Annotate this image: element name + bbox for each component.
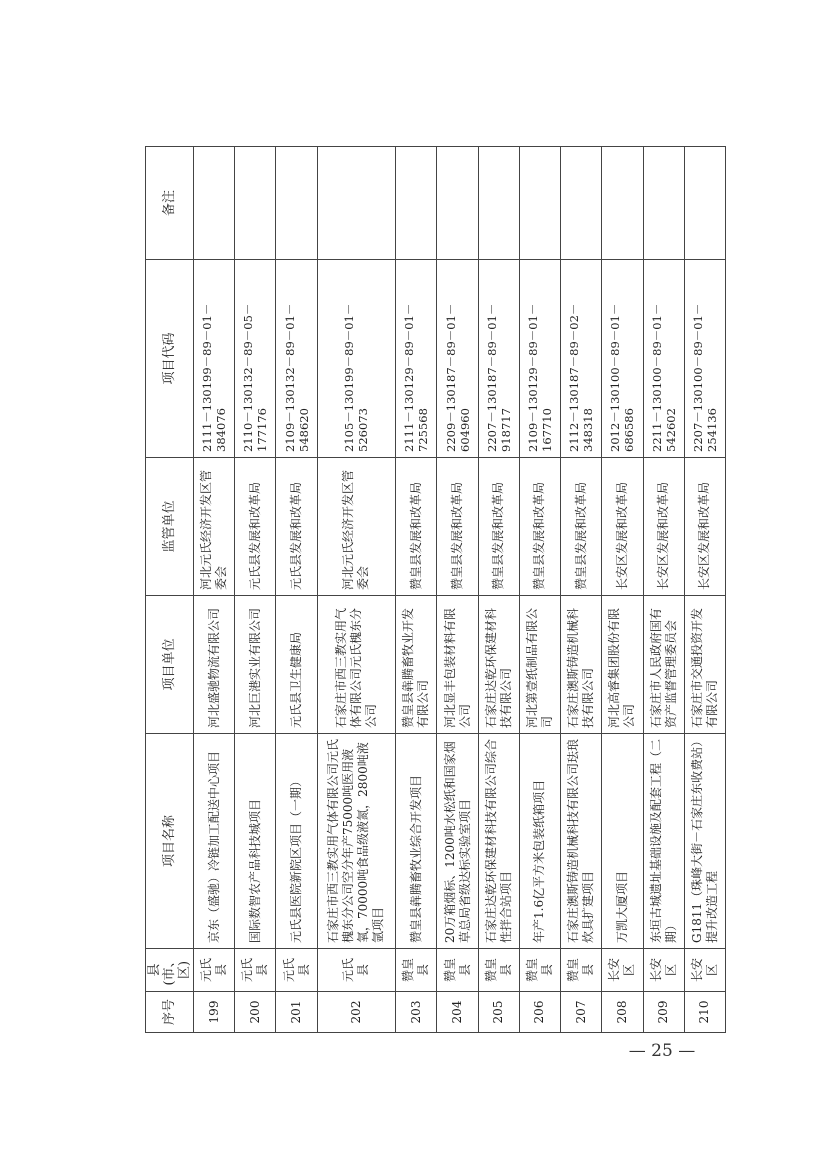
cell-supervisor: 元氏县发展和改革局 bbox=[235, 458, 276, 596]
cell-supervisor: 赞皇县发展和改革局 bbox=[519, 458, 560, 596]
header-name: 项目名称 bbox=[146, 734, 194, 949]
cell-note bbox=[478, 147, 519, 260]
header-code: 项目代码 bbox=[146, 260, 194, 458]
cell-code: 2109－130129－89－01－167710 bbox=[519, 260, 560, 458]
table-row bbox=[643, 147, 684, 1033]
cell-no: 205 bbox=[478, 992, 519, 1033]
cell-unit: 石家庄市人民政府国有资产监督管理委员会 bbox=[643, 596, 684, 734]
table-row bbox=[396, 147, 437, 1033]
cell-no: 202 bbox=[317, 992, 396, 1033]
cell-name: 国际数智农产品科技城项目 bbox=[235, 734, 276, 949]
cell-supervisor: 长安区发展和改革局 bbox=[643, 458, 684, 596]
table-row bbox=[519, 147, 560, 1033]
header-note: 备注 bbox=[146, 147, 194, 260]
cell-name: 东垣古城遗址基础设施及配套工程（二期） bbox=[643, 734, 684, 949]
cell-unit: 石家庄达乾环保建材科技有限公司 bbox=[478, 596, 519, 734]
cell-note bbox=[317, 147, 396, 260]
cell-name: 京东（盛驰）冷链加工配送中心项目 bbox=[194, 734, 235, 949]
cell-county: 元氏县 bbox=[235, 949, 276, 992]
cell-supervisor: 河北元氏经济开发区管委会 bbox=[194, 458, 235, 596]
header-county: 县(市、区) bbox=[146, 949, 194, 992]
page-number: — 25 — bbox=[628, 1041, 696, 1061]
cell-supervisor: 赞皇县发展和改革局 bbox=[478, 458, 519, 596]
header-no: 序号 bbox=[146, 992, 194, 1033]
table-row bbox=[561, 147, 602, 1033]
table-row bbox=[602, 147, 643, 1033]
cell-unit: 赞皇县犇腾畜牧业开发有限公司 bbox=[396, 596, 437, 734]
table-row bbox=[437, 147, 478, 1033]
cell-unit: 元氏县卫生健康局 bbox=[276, 596, 317, 734]
cell-no: 206 bbox=[519, 992, 560, 1033]
cell-code: 2207－130100－89－01－254136 bbox=[684, 260, 725, 458]
cell-name: 赞皇县犇腾畜牧业综合开发项目 bbox=[396, 734, 437, 949]
cell-name: 石家庄市西三教实用气体有限公司元氏槐东分公司空分年产75000吨医用液氧，70000吨食品级液氮，2800吨液氩项目 bbox=[317, 734, 396, 949]
cell-code: 2112－130187－89－02－348318 bbox=[561, 260, 602, 458]
cell-note bbox=[602, 147, 643, 260]
cell-note bbox=[396, 147, 437, 260]
cell-code: 2012－130100－89－01－686586 bbox=[602, 260, 643, 458]
cell-name: 20万箱烟标、1200吨水松纸和国家烟草总局省级达标实验室项目 bbox=[437, 734, 478, 949]
cell-supervisor: 赞皇县发展和改革局 bbox=[396, 458, 437, 596]
cell-no: 204 bbox=[437, 992, 478, 1033]
cell-county: 赞皇县 bbox=[561, 949, 602, 992]
cell-no: 203 bbox=[396, 992, 437, 1033]
cell-supervisor: 河北元氏经济开发区管委会 bbox=[317, 458, 396, 596]
cell-code: 2111－130129－89－01－725568 bbox=[396, 260, 437, 458]
header-unit: 项目单位 bbox=[146, 596, 194, 734]
cell-code: 2111－130199－89－01－384076 bbox=[194, 260, 235, 458]
cell-supervisor: 赞皇县发展和改革局 bbox=[561, 458, 602, 596]
table-row bbox=[235, 147, 276, 1033]
cell-county: 长安区 bbox=[643, 949, 684, 992]
cell-unit: 河北高睿集团股份有限公司 bbox=[602, 596, 643, 734]
cell-county: 赞皇县 bbox=[396, 949, 437, 992]
table-row bbox=[276, 147, 317, 1033]
cell-no: 207 bbox=[561, 992, 602, 1033]
cell-note bbox=[519, 147, 560, 260]
cell-supervisor: 赞皇县发展和改革局 bbox=[437, 458, 478, 596]
cell-note bbox=[561, 147, 602, 260]
header-supervisor: 监管单位 bbox=[146, 458, 194, 596]
cell-no: 210 bbox=[684, 992, 725, 1033]
cell-code: 2110－130132－89－05－177176 bbox=[235, 260, 276, 458]
project-table bbox=[145, 146, 726, 1033]
header-row bbox=[146, 147, 194, 1033]
cell-unit: 石家庄市西三教实用气体有限公司元氏槐东分公司 bbox=[317, 596, 396, 734]
cell-supervisor: 长安区发展和改革局 bbox=[602, 458, 643, 596]
table-row bbox=[684, 147, 725, 1033]
cell-county: 元氏县 bbox=[194, 949, 235, 992]
cell-name: G1811（珠峰大街－石家庄东收费站）提升改造工程 bbox=[684, 734, 725, 949]
cell-unit: 河北第壹纸制品有限公司 bbox=[519, 596, 560, 734]
cell-unit: 石家庄澳斯铸造机械科技有限公司 bbox=[561, 596, 602, 734]
cell-name: 万凯大厦项目 bbox=[602, 734, 643, 949]
cell-note bbox=[276, 147, 317, 260]
cell-note bbox=[235, 147, 276, 260]
cell-unit: 河北盛驰物流有限公司 bbox=[194, 596, 235, 734]
cell-county: 元氏县 bbox=[317, 949, 396, 992]
cell-county: 元氏县 bbox=[276, 949, 317, 992]
cell-unit: 河北显丰包装材料有限公司 bbox=[437, 596, 478, 734]
cell-name: 元氏县医院新院区项目（一期） bbox=[276, 734, 317, 949]
cell-name: 石家庄澳斯铸造机械科技有限公司珐琅炊具扩建项目 bbox=[561, 734, 602, 949]
table-row bbox=[194, 147, 235, 1033]
cell-code: 2109－130132－89－01－548620 bbox=[276, 260, 317, 458]
cell-no: 208 bbox=[602, 992, 643, 1033]
cell-no: 200 bbox=[235, 992, 276, 1033]
cell-code: 2207－130187－89－01－918717 bbox=[478, 260, 519, 458]
cell-code: 2211－130100－89－01－542602 bbox=[643, 260, 684, 458]
cell-code: 2209－130187－89－01－604960 bbox=[437, 260, 478, 458]
cell-note bbox=[643, 147, 684, 260]
cell-county: 长安区 bbox=[602, 949, 643, 992]
cell-county: 赞皇县 bbox=[437, 949, 478, 992]
cell-code: 2105－130199－89－01－526073 bbox=[317, 260, 396, 458]
cell-unit: 河北巨港实业有限公司 bbox=[235, 596, 276, 734]
cell-county: 赞皇县 bbox=[519, 949, 560, 992]
table-row bbox=[478, 147, 519, 1033]
cell-unit: 石家庄市交通投资开发有限公司 bbox=[684, 596, 725, 734]
cell-county: 赞皇县 bbox=[478, 949, 519, 992]
cell-note bbox=[684, 147, 725, 260]
cell-supervisor: 长安区发展和改革局 bbox=[684, 458, 725, 596]
cell-name: 年产1.6亿平方米包装纸箱项目 bbox=[519, 734, 560, 949]
cell-note bbox=[194, 147, 235, 260]
cell-note bbox=[437, 147, 478, 260]
cell-no: 209 bbox=[643, 992, 684, 1033]
table-row bbox=[317, 147, 396, 1033]
cell-county: 长安区 bbox=[684, 949, 725, 992]
cell-no: 201 bbox=[276, 992, 317, 1033]
cell-no: 199 bbox=[194, 992, 235, 1033]
rotated-table-container bbox=[145, 147, 726, 1033]
cell-name: 石家庄达乾环保建材科技有限公司综合性拌合站项目 bbox=[478, 734, 519, 949]
cell-supervisor: 元氏县发展和改革局 bbox=[276, 458, 317, 596]
